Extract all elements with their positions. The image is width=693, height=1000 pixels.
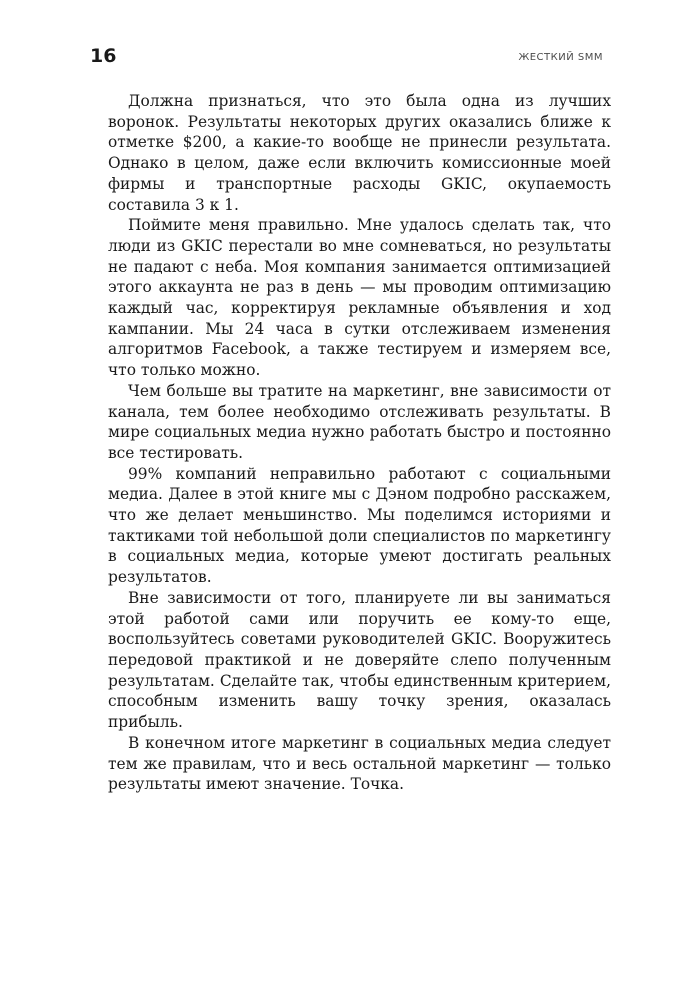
running-head: ЖЕСТКИЙ SMM [518, 52, 603, 63]
paragraph: Должна признаться, что это была одна из лучших воронок. Результаты некоторых других оказались ближе к отметке $200, а какие-то вообще не принесли результата. Однако в целом, даже если включить комиссионные моей фирмы и транспортные расходы GKIC, окупаемость составила 3 к 1. [108, 92, 611, 214]
paragraph: Вне зависимости от того, планируете ли вы заниматься этой работой сами или поручить ее кому-то еще, воспользуйтесь советами руководителей GKIC. Вооружитесь передовой практикой и не доверяйте слепо полученным результатам. Сделайте так, чтобы единственным критерием, способным изменить вашу точку зрения, оказалась прибыль. [108, 588, 611, 732]
paragraph: В конечном итоге маркетинг в социальных медиа следует тем же правилам, что и весь остальной маркетинг — только результаты имеют значение. Точка. [108, 733, 611, 794]
body-text [108, 91, 611, 795]
paragraph: 99% компаний неправильно работают с социальными медиа. Далее в этой книге мы с Дэном подробно расскажем, что же делает меньшинство. Мы поделимся историями и тактиками той небольшой доли специалистов по маркетингу в социальных медиа, которые умеют достигать реальных результатов. [108, 464, 611, 587]
page-number: 16 [90, 45, 117, 67]
paragraph: Чем больше вы тратите на маркетинг, вне зависимости от канала, тем более необходимо отслеживать результаты. В мире социальных медиа нужно работать быстро и постоянно все тестировать. [108, 381, 611, 462]
paragraph: Поймите меня правильно. Мне удалось сделать так, что люди из GKIC перестали во мне сомневаться, но результаты не падают с неба. Моя компания занимается оптимизацией этого аккаунта не раз в день — мы проводим оптимизацию каждый час, корректируя рекламные объявления и ход кампании. Мы 24 часа в сутки отслеживаем изменения алгоритмов Facebook, а также тестируем и измеряем все, что только можно. [108, 216, 611, 380]
